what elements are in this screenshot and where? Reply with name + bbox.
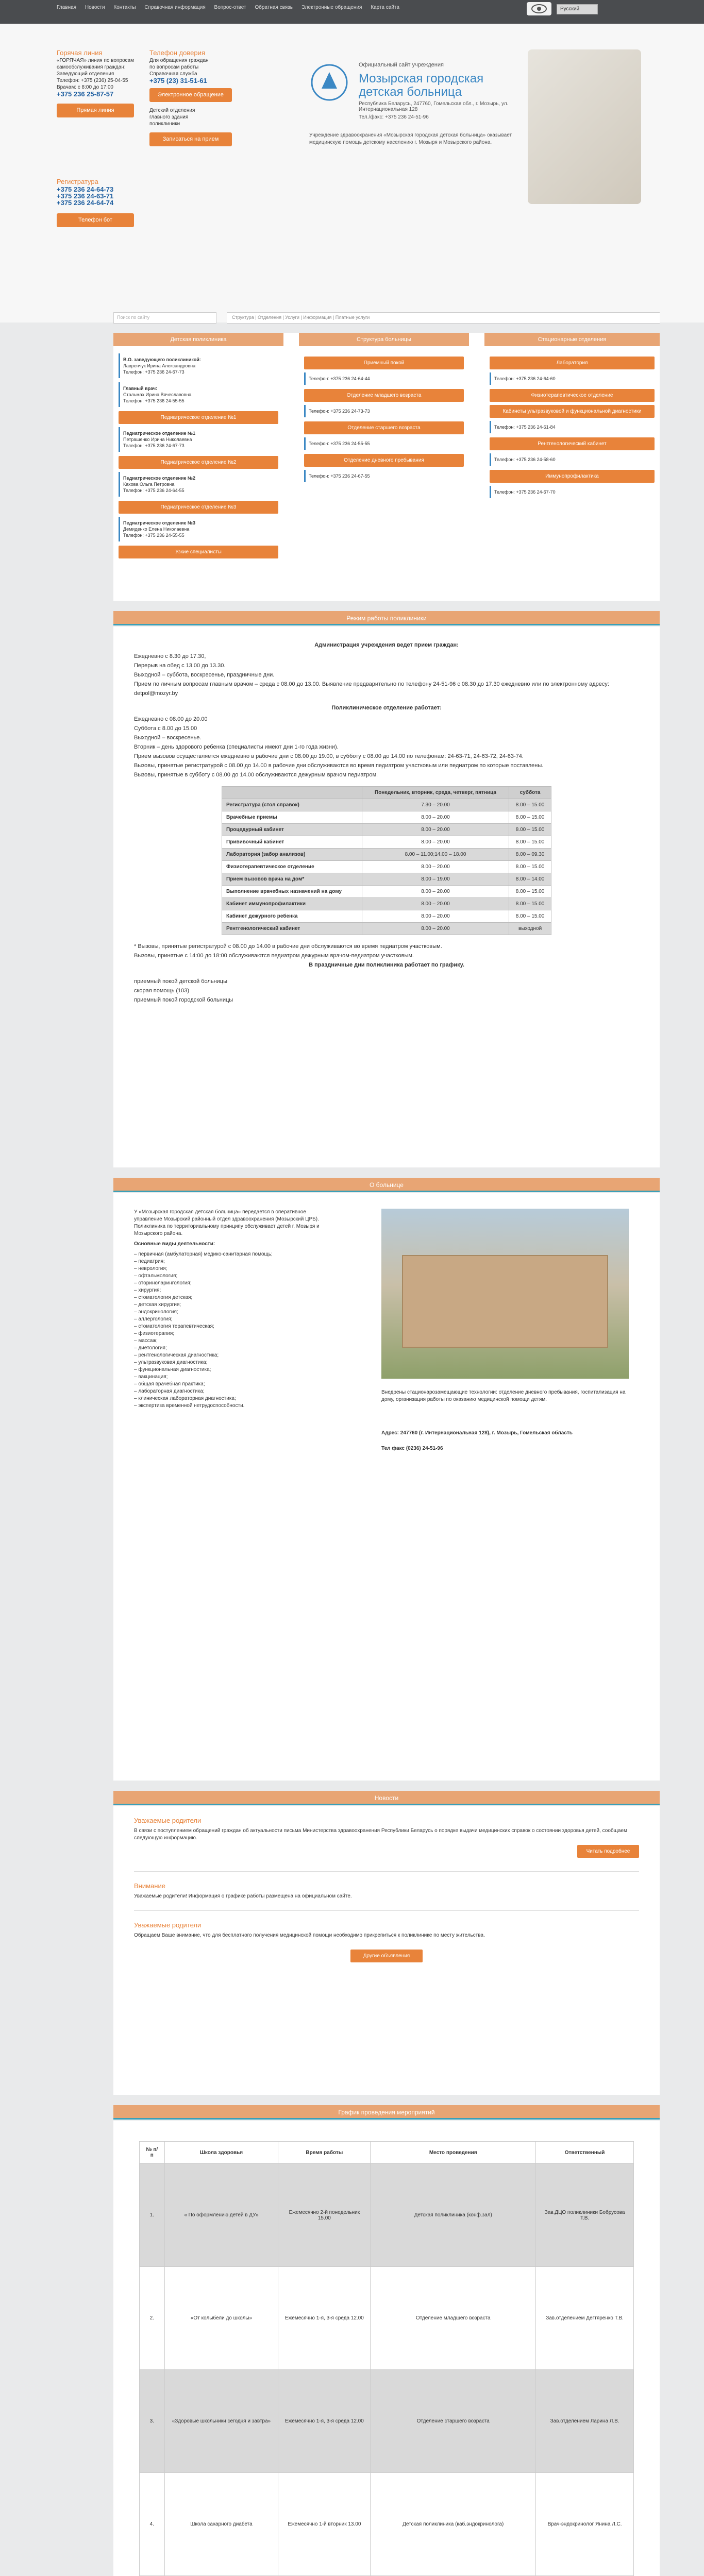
table-header: Место проведения (371, 2142, 536, 2164)
table-cell: 8.00 – 11.00;14.00 – 18.00 (362, 849, 509, 861)
dept-phone: Телефон: +375 236 24-73-73 (304, 405, 464, 417)
events-header: График проведения мероприятий (113, 2105, 660, 2120)
table-header: Понедельник, вторник, среда, четверг, пятница (362, 787, 509, 799)
table-cell: 8.00 – 15.00 (509, 886, 551, 898)
org-title: Мозырская городская детская больница (359, 72, 484, 99)
list-item: – лабораторная диагностика; (134, 1388, 205, 1394)
dept-phone: Телефон: +375 236 24-67-55 (304, 470, 464, 482)
schedule-center-note: В праздничные дни поликлиника работает по графику. (309, 962, 464, 968)
hotline-phone[interactable]: +375 236 25-87-57 (57, 90, 114, 98)
table-header: суббота (509, 787, 551, 799)
list-item: – функциональная диагностика; (134, 1367, 211, 1372)
news-title: Уважаемые родители (134, 1921, 202, 1929)
dept-button[interactable]: Отделение старшего возраста (304, 421, 464, 434)
schedule-note: * Вызовы, принятые регистратурой с 08.00 до 14.00 в рабочие дни обслуживаются во время педиатром участковым. (134, 943, 442, 950)
staff-head: Педиатрическое отделение №2 (123, 476, 196, 481)
staff-head: Педиатрическое отделение №1 (123, 431, 196, 436)
top-link[interactable]: Электронные обращения (301, 5, 362, 10)
hotline-line: Врачам: с 8:00 до 17:00 (57, 84, 113, 90)
appointment-line: главного здания (149, 114, 189, 120)
top-link[interactable]: Новости (85, 5, 105, 10)
dept-button[interactable]: Педиатрическое отделение №2 (119, 456, 278, 469)
table-cell: Детская поликлиника (конф.зал) (371, 2164, 536, 2267)
table-cell: 8.00 – 15.00 (509, 861, 551, 873)
table-cell: Ежемесячно 1-я, 3-я среда 12.00 (278, 2370, 371, 2473)
staff-name: Демиденко Елена Николаевна (123, 527, 190, 532)
top-links (57, 3, 448, 12)
table-cell: Зав.отделением Дегтяренко Т.В. (536, 2267, 634, 2370)
staff-name: Кахова Ольга Петровна (123, 482, 175, 487)
table-cell: 8.00 – 20.00 (362, 910, 509, 923)
table-cell: 8.00 – 19.00 (362, 873, 509, 886)
staff-head: В.О. заведующего поликлиникой: (123, 357, 201, 362)
news-text: В связи с поступлением обращений граждан об актуальности письма Министерства здравоохранения Республики Беларусь о порядке выдачи медицинских справок о состоянии здоровья детей, сообщаем следующую информацию. (134, 1828, 627, 1841)
table-cell: Лаборатория (забор анализов) (222, 849, 362, 861)
table-cell: 8.00 – 20.00 (362, 898, 509, 910)
hotline-title: Горячая линия (57, 49, 103, 57)
schedule-line: Выходной – суббота, воскресенье, праздничные дни. (134, 672, 275, 678)
dept-button[interactable]: Физиотерапевтическое отделение (490, 389, 655, 402)
table-cell: Выполнение врачебных назначений на дому (222, 886, 362, 898)
news-item (134, 1921, 639, 1962)
list-item: – стоматология детская; (134, 1295, 193, 1300)
table-cell: 8.00 – 20.00 (362, 811, 509, 824)
list-item: – рентгенологическая диагностика; (134, 1352, 219, 1358)
schedule-extra: приемный покой детской больницы (134, 978, 228, 985)
top-link[interactable]: Справочная информация (144, 5, 206, 10)
dept-button[interactable]: Рентгенологический кабинет (490, 437, 655, 450)
trust-block (149, 49, 232, 146)
table-cell: 3. (140, 2370, 165, 2473)
staff-card (119, 382, 278, 407)
table-cell: Ежемесячно 2-й понедельник 15.00 (278, 2164, 371, 2267)
table-row (140, 2370, 634, 2473)
list-item: – детская хирургия; (134, 1302, 181, 1308)
registry-phone[interactable]: +375 236 24-64-73 (57, 185, 114, 193)
dept-phone: Телефон: +375 236 24-61-84 (490, 421, 655, 433)
staff-card (119, 517, 278, 541)
structure-right (490, 353, 655, 502)
news-text: Обращаем Ваше внимание, что для бесплатного получения медицинской помощи необходимо прикрепиться к поликлинике по месту жительства. (134, 1933, 485, 1938)
list-item: – ультразвуковая диагностика; (134, 1360, 208, 1365)
hotline-block (57, 49, 134, 117)
list-item: – хирургия; (134, 1287, 161, 1293)
table-cell: Школа сахарного диабета (164, 2473, 278, 2576)
table-row (140, 2267, 634, 2370)
dept-button[interactable]: Кабинеты ультразвуковой и функциональной диагностики (490, 405, 655, 418)
schedule-heading: Поликлиническое отделение работает: (331, 705, 442, 711)
table-row (222, 824, 551, 836)
table-cell: 8.00 – 14.00 (509, 873, 551, 886)
staff-phone: Телефон: +375 236 24-67-73 (123, 443, 185, 448)
top-link[interactable]: Вопрос-ответ (214, 5, 246, 10)
eye-icon[interactable] (527, 2, 551, 15)
schedule-email[interactable]: detpol@mozyr.by (134, 690, 178, 697)
staff-phone: Телефон: +375 236 24-55-55 (123, 398, 185, 403)
list-item: – физиотерапия; (134, 1331, 175, 1336)
staff-phone: Телефон: +375 236 24-67-73 (123, 369, 185, 375)
registry-title: Регистратура (57, 178, 98, 185)
schedule-line: Суббота с 8.00 до 15.00 (134, 725, 197, 732)
table-cell: Детская поликлиника (каб.эндокринолога) (371, 2473, 536, 2576)
table-row (222, 811, 551, 824)
table-cell: 8.00 – 15.00 (509, 799, 551, 811)
table-cell: «От колыбели до школы» (164, 2267, 278, 2370)
table-cell: 8.00 – 15.00 (509, 824, 551, 836)
table-cell: Кабинет иммунопрофилактики (222, 898, 362, 910)
trust-line: по вопросам работы (149, 64, 199, 70)
dept-button[interactable]: Отделение дневного пребывания (304, 454, 464, 467)
org-address: Республика Беларусь, 247760, Гомельская обл., г. Мозырь, ул. Интернациональная 128 (359, 101, 509, 112)
table-cell: 8.00 – 20.00 (362, 824, 509, 836)
table-cell: 4. (140, 2473, 165, 2576)
news-item (134, 1817, 639, 1872)
schedule-line: Вторник – день здорового ребенка (специалисты имеют дни 1-го года жизни). (134, 744, 339, 750)
table-cell: Прививочный кабинет (222, 836, 362, 849)
org-fax: Тел./факс: +375 236 24-51-96 (359, 114, 429, 120)
table-header: Школа здоровья (164, 2142, 278, 2164)
schedule-line: Вызовы, принятые в субботу с 08.00 до 14.00 обслуживаются дежурным врачом педиатром. (134, 772, 378, 778)
table-cell: 8.00 – 15.00 (509, 898, 551, 910)
events-table (139, 2141, 634, 2576)
list-item: – неврология; (134, 1266, 167, 1272)
table-cell: Врачебные приемы (222, 811, 362, 824)
schedule-header: Режим работы поликлиники (113, 611, 660, 625)
table-row (222, 923, 551, 935)
other-announcements-button[interactable]: Другие объявления (350, 1950, 423, 1962)
table-cell: Рентгенологический кабинет (222, 923, 362, 935)
table-header: Ответственный (536, 2142, 634, 2164)
table-cell: 8.00 – 15.00 (509, 836, 551, 849)
secondary-nav[interactable]: Структура | Отделения | Услуги | Информация | Платные услуги (227, 312, 660, 324)
appointment-line: Детский отделения (149, 108, 195, 113)
list-item: – диетология; (134, 1345, 167, 1351)
registry-phone[interactable]: +375 236 24-64-74 (57, 199, 114, 207)
table-cell: 8.00 – 15.00 (509, 910, 551, 923)
about-paragraph: Основные виды деятельности: (134, 1241, 215, 1247)
dept-phone: Телефон: +375 236 24-64-60 (490, 372, 655, 385)
appointment-button[interactable]: Записаться на прием (149, 132, 232, 146)
top-link[interactable]: Главная (57, 5, 77, 10)
table-header (222, 787, 362, 799)
polyclinic-header: Детская поликлиника (113, 333, 283, 346)
trust-line: Справочная служба (149, 71, 197, 77)
structure-header: Структура больницы (299, 333, 469, 346)
structure-panel (113, 333, 660, 601)
table-cell: «Здоровые школьники сегодня и завтра» (164, 2370, 278, 2473)
registry-block (57, 178, 139, 227)
building-shape (402, 1255, 608, 1348)
schedule-extra: приемный покой городской больницы (134, 997, 233, 1003)
about-paragraph: У «Мозырская городская детская больница» передается в оперативное управление Мозырский районный отдел здравоохранения (Мозырский ЦРБ). Поликлиника по территориальному принципу обслуживает детей г. Мозыря и Мозырского района. (134, 1209, 320, 1236)
list-item: – аллергология; (134, 1316, 173, 1322)
about-phone: Тел факс (0236) 24-51-96 (381, 1446, 443, 1451)
schedule-table (222, 786, 551, 935)
table-cell: 8.00 – 15.00 (509, 811, 551, 824)
top-link[interactable]: Контакты (113, 5, 136, 10)
staff-card (119, 472, 278, 497)
hospital-photo (381, 1209, 629, 1379)
dept-button[interactable]: Педиатрическое отделение №3 (119, 501, 278, 514)
table-cell: 8.00 – 20.00 (362, 836, 509, 849)
about-panel (113, 1193, 660, 1781)
table-cell: выходной (509, 923, 551, 935)
news-panel (113, 1806, 660, 2095)
schedule-line: Перерыв на обед с 13.00 до 13.30. (134, 663, 226, 669)
list-item: – офтальмология; (134, 1273, 178, 1279)
structure-mid (304, 353, 464, 486)
table-cell: 8.00 – 20.00 (362, 886, 509, 898)
staff-phone: Телефон: +375 236 24-55-55 (123, 533, 185, 538)
table-cell: Процедурный кабинет (222, 824, 362, 836)
staff-name: Лавренчук Ирина Александровна (123, 363, 196, 368)
trust-title: Телефон доверия (149, 49, 205, 57)
top-bar (0, 0, 704, 24)
staff-head: Главный врач: (123, 386, 158, 391)
schedule-line: Прием по личным вопросам главным врачом – среда с 08.00 до 13.00. Выявление предварительно по телефону 24-51-96 с 08.30 до 17.30 ежедневно или по электронному адресу: (134, 681, 609, 687)
news-title: Внимание (134, 1882, 165, 1890)
table-row (222, 836, 551, 849)
table-cell: Ежемесячно 1-я, 3-я среда 12.00 (278, 2267, 371, 2370)
about-address: Адрес: 247760 (г. Интернациональная 128), г. Мозырь, Гомельская область (381, 1430, 573, 1436)
about-header: О больнице (113, 1178, 660, 1192)
header (0, 24, 704, 323)
table-cell: Кабинет дежурного ребенка (222, 910, 362, 923)
list-item: – экспертиза временной нетрудоспособности. (134, 1403, 245, 1409)
list-item: – клиническая лабораторная диагностика; (134, 1396, 236, 1401)
dept-phone: Телефон: +375 236 24-67-70 (490, 486, 655, 498)
table-cell: Отделение младшего возраста (371, 2267, 536, 2370)
appointment-line: поликлиники (149, 121, 180, 127)
table-header: № п/п (140, 2142, 165, 2164)
staff-phone: Телефон: +375 236 24-64-55 (123, 488, 185, 493)
org-about: Учреждение здравоохранения «Мозырская городская детская больница» оказывает медицинскую помощь детскому населению г. Мозыря и Мозырского района. (309, 132, 512, 145)
read-more-button[interactable]: Читать подробнее (577, 1845, 639, 1858)
dept-button[interactable]: Лаборатория (490, 357, 655, 369)
dept-button[interactable]: Отделение младшего возраста (304, 389, 464, 402)
list-item: – педиатрия; (134, 1259, 165, 1264)
table-cell: « По оформлению детей в ДУ» (164, 2164, 278, 2267)
table-row (222, 861, 551, 873)
table-row (222, 886, 551, 898)
table-row (222, 873, 551, 886)
events-panel (113, 2121, 660, 2576)
table-cell: 2. (140, 2267, 165, 2370)
table-row (222, 910, 551, 923)
table-row (140, 2473, 634, 2576)
list-item: – первичная (амбулаторная) медико-санитарная помощь; (134, 1251, 273, 1257)
dept-button[interactable]: Педиатрическое отделение №1 (119, 411, 278, 424)
staff-name: Петрашенко Ирина Николаевна (123, 437, 192, 442)
trust-line: Для обращения граждан (149, 58, 209, 63)
schedule-line: Вызовы, принятые регистратурой с 08.00 до 14.00 в рабочие дни обслуживаются во время педиатром участковым или педиатром по которые поставлены. (134, 762, 544, 769)
table-cell: 8.00 – 20.00 (362, 923, 509, 935)
registry-phone[interactable]: +375 236 24-63-71 (57, 192, 114, 200)
schedule-note: Вызовы, принятые с 14:00 до 18:00 обслуживаются педиатром дежурным врачом-педиатром участковым. (134, 953, 414, 959)
about-text (134, 1209, 330, 1410)
language-select[interactable]: Русский (557, 4, 598, 14)
hero-image (528, 49, 641, 204)
hotline-line: самообслуживания граждан: (57, 64, 126, 70)
structure-left (119, 353, 278, 562)
hotline-line: «ГОРЯЧАЯ» линия по вопросам (57, 58, 134, 63)
dept-button[interactable]: Иммунопрофилактика (490, 470, 655, 483)
specialists-button[interactable]: Узкие специалисты (119, 546, 278, 558)
list-item: – массаж; (134, 1338, 158, 1344)
staff-name: Стальмах Ирина Вячеславовна (123, 392, 192, 397)
table-cell: Физиотерапевтическое отделение (222, 861, 362, 873)
staff-card (119, 427, 278, 452)
top-link[interactable]: Обратная связь (255, 5, 293, 10)
search-input[interactable]: Поиск по сайту (113, 312, 216, 324)
table-cell: Регистратура (стол справок) (222, 799, 362, 811)
news-header: Новости (113, 1791, 660, 1805)
table-row (222, 799, 551, 811)
hotline-line: Телефон: +375 (236) 25-04-55 (57, 78, 128, 83)
table-cell: 8.00 – 09.30 (509, 849, 551, 861)
telegram-bot-button[interactable]: Телефон бот (57, 213, 134, 227)
org-label: Официальный сайт учреждения (359, 62, 444, 68)
dept-phone: Телефон: +375 236 24-55-55 (304, 437, 464, 450)
list-item: – оториноларингология; (134, 1280, 192, 1286)
staff-card (119, 353, 278, 378)
table-header: Время работы (278, 2142, 371, 2164)
table-cell: 7.30 – 20.00 (362, 799, 509, 811)
table-cell: Отделение старшего возраста (371, 2370, 536, 2473)
schedule-line: Прием вызовов осуществляется ежедневно в рабочие дни с 08.00 до 19.00, в субботу с 08.00 до 14.00 по телефонам: 24-63-71, 24-63-72, 24-63-74. (134, 753, 524, 759)
trust-phone[interactable]: +375 (23) 31-51-61 (149, 77, 207, 84)
list-item: – вакцинация; (134, 1374, 168, 1380)
staff-head: Педиатрическое отделение №3 (123, 520, 196, 526)
schedule-extra: скорая помощь (103) (134, 988, 190, 994)
list-item: – эндокринология; (134, 1309, 178, 1315)
direct-line-button[interactable]: Прямая линия (57, 104, 134, 117)
news-title: Уважаемые родители (134, 1817, 202, 1824)
schedule-line: Выходной – воскресенье. (134, 735, 202, 741)
table-row (140, 2164, 634, 2267)
table-cell: 8.00 – 20.00 (362, 861, 509, 873)
emblem-icon (306, 62, 353, 103)
table-row (222, 898, 551, 910)
top-link[interactable]: Карта сайта (371, 5, 399, 10)
dept-phone: Телефон: +375 236 24-64-44 (304, 372, 464, 385)
list-item: – общая врачебная практика; (134, 1381, 205, 1387)
news-text: Уважаемые родители! Информация о графике работы размещена на официальном сайте. (134, 1893, 352, 1899)
schedule-heading: Администрация учреждения ведет прием граждан: (314, 642, 459, 648)
hospital-header: Стационарные отделения (484, 333, 660, 346)
table-cell: Ежемесячно 1-й вторник 13.00 (278, 2473, 371, 2576)
dept-button[interactable]: Приемный покой (304, 357, 464, 369)
news-item (134, 1882, 639, 1911)
table-cell: Прием вызовов врача на дом* (222, 873, 362, 886)
dept-phone: Телефон: +375 236 24-58-60 (490, 453, 655, 466)
schedule-line: Ежедневно с 08.00 до 20.00 (134, 716, 208, 722)
table-cell: Врач-эндокринолог Янина Л.С. (536, 2473, 634, 2576)
main-content (0, 323, 704, 2576)
table-cell: Зав.отделением Ларина Л.В. (536, 2370, 634, 2473)
list-item: – стоматология терапевтическая; (134, 1324, 214, 1329)
schedule-line: Ежедневно с 8.30 до 17.30, (134, 653, 206, 659)
hotline-line: Заведующий отделения (57, 71, 114, 77)
table-cell: 1. (140, 2164, 165, 2267)
schedule-panel (113, 626, 660, 1167)
table-row (222, 849, 551, 861)
electronic-appeal-button[interactable]: Электронное обращение (149, 88, 232, 102)
photo-caption: Внедрены стационарозамещающие технологии: отделение дневного пребывания, госпитализация на дому, организация работы по оказанию медицинской помощи детям. (381, 1389, 626, 1402)
table-cell: Зав.ДЦО поликлиники Бобрусова Т.В. (536, 2164, 634, 2267)
